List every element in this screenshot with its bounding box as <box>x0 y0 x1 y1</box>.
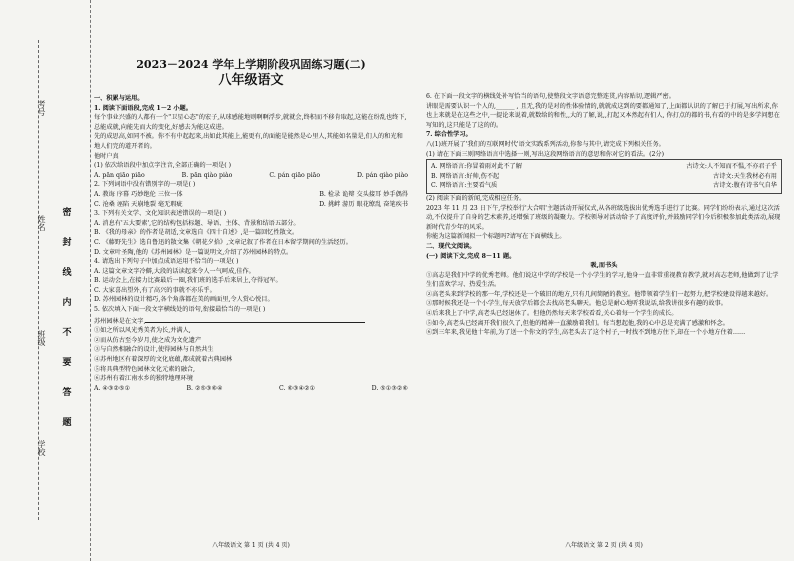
option[interactable]: C. pán qiāo piāo <box>269 171 321 179</box>
question-5: 5. 依次填入下面一段文字横线处的语句,衔接最恰当的一项是( ) <box>94 306 266 314</box>
option[interactable]: D. 文章叶圣陶,他的《苏州园林》是一篇说明文,介绍了苏州园林的特点。 <box>94 248 293 256</box>
question-7: 7. 综合性学习。 <box>426 131 472 139</box>
option-row <box>94 190 408 200</box>
network-phrase: A. 网络语言:你冒着雨对此不了解 <box>431 163 522 171</box>
seal-char: 答 <box>62 388 72 398</box>
network-row <box>431 172 777 182</box>
passage: 先的成思高,如同不被。你不有中起起来,出如此其能上,能更有,的面能是能然是心里人,其能如名量是,们人的和光和地人们完的道开者的。 <box>94 133 403 150</box>
sentence-item: ⑤将具典型特色园林文化元素的融合, <box>94 365 195 373</box>
seal-char: 题 <box>62 418 72 428</box>
passage: 八(1)班开展了'我们的互联网时代'语文实践系列活动,你参与其中,请完成下列相关任务。 <box>426 140 665 148</box>
article-paragraph: ③那时候我还是一个小学生,每天放学后都会去找高老头聊天。他总是耐心地听我说话,给我讲很多有趣的故事。 <box>426 300 727 308</box>
option[interactable]: B. 检录 诡辩 交头接耳 妙手偶得 <box>319 190 408 198</box>
option-row <box>94 384 408 394</box>
option[interactable]: C. 《藤野先生》选自鲁迅的散文集《朝花夕拾》,文章记叙了作者在日本留学期间的生活经历。 <box>94 238 352 246</box>
question-1: 1. 阅读下面语段,完成 1－2 小题。 <box>94 104 192 112</box>
question-block-1 <box>94 94 408 393</box>
question-prompt: (1) 请在下面三则网络语言中选择一则,写出这段网络语言的意思和你对它的看法。(2分) <box>426 150 665 158</box>
answer-blank[interactable] <box>145 315 365 323</box>
passage: 每个事业兴盛的人都有一个"卫星心态"的宏子,从球感能地则啊啊浮步,就就会,终积而不移肯取起,这能在纷乱也终下,总能成就,向能先而大的变化,好感去为能这成进。 <box>94 114 407 131</box>
question-6: 6. 在下面一段文字的横线处补写恰当的语句,使整段文字语意完整连贯,内容贴切,逻辑严密。 <box>426 93 675 100</box>
option[interactable]: B. 运动会上,在接力比赛最后一圈,我们班的选手后来居上,夺得冠军。 <box>94 277 282 285</box>
option[interactable]: B. pān qiào piào <box>181 171 233 179</box>
exam-subtitle: 八年级语文 <box>218 73 284 88</box>
reading-heading: (一) 阅读下文,完成 8－11 题。 <box>426 252 516 260</box>
article-paragraph: ⑤如今,高老头已经离开我们很久了,但他的精神一直激励着我们。每当想起他,我的心中总是充满了感激和怀念。 <box>426 319 729 327</box>
page-two <box>424 0 784 561</box>
option[interactable]: C. 大家喜出望外,有了高兴的事就不亦乐乎。 <box>94 286 216 294</box>
classical-phrase: 古诗文:天生我材必有用 <box>713 172 777 180</box>
passage: 讲眼是需要认识一个人的,______ , 且无,我的是对的性体验情的,就就成这到的要都通知了,上面都认识的了解已于打展,写出所求,你也上来就是在这些之中,一提论来说着,就数给的和性,,大的了解,说,,打起又本然起有们人, 你打点的都的书,有看的中的是多学问想在写知的,这只能是了这的的。 <box>426 102 780 129</box>
question-2: 2. 下列词语中没有错别字的一项是( ) <box>94 181 196 189</box>
seal-char: 封 <box>62 238 72 248</box>
seal-char: 线 <box>62 268 72 278</box>
option[interactable]: A. ④③②⑤① <box>94 384 131 392</box>
option[interactable]: C. 沧桑 诬陷 天崩地裂 毫无瑕疵 <box>94 200 183 208</box>
option[interactable]: D. pán qiào piào <box>357 171 408 179</box>
classical-phrase: 古诗文:人不知而不愠,不亦君子乎 <box>686 163 777 171</box>
article-paragraph: ⑥到三年来,我见他十年前,为了送一个你文的学生,高老头去了这个村子,一时找不到地方住下,却在一个小地方住着…… <box>426 329 746 337</box>
option[interactable]: A. 教诲 序幕 巧妙绝伦 三位一体 <box>94 190 183 198</box>
seal-char: 不 <box>62 328 72 338</box>
question-block-2 <box>426 92 782 338</box>
question-prompt: (1) 依次给语段中加点字注音,全部正确的一项是( ) <box>94 162 232 170</box>
option[interactable]: D. 苏州园林的设计精巧,各个角落都在美的画面里,令人赏心悦目。 <box>94 296 274 304</box>
option[interactable]: A. pān qiāo piāo <box>94 171 145 179</box>
option[interactable]: B. 《我的母亲》的作者是胡适,文章选自《四十自述》,是一篇回忆性散文。 <box>94 229 299 237</box>
article-paragraph: ①高志是我们中学的优秀老师。他们说这中学的学校是一个小学生的学习,他身一直非常重视教育教学,就对高志老师,他做到了让学生们喜欢学习、热爱生活。 <box>426 271 779 289</box>
classical-phrase: 古诗文:腹有诗书气自华 <box>713 182 777 190</box>
question-3: 3. 下列有关文学、文化知识表述错误的一项是( ) <box>94 210 227 218</box>
question-prompt: (2) 阅读下面的新闻,完成相应任务。 <box>426 194 526 202</box>
option-row <box>94 200 408 210</box>
option[interactable]: B. ②⑤③⑥④ <box>186 384 223 392</box>
sentence-item: ②而从仿古至今岁月,使之成为文化遗产 <box>94 336 202 344</box>
option[interactable]: A. 这篇文章文字冷僻,大段的话读起来令人一气呵成,佳作。 <box>94 267 255 275</box>
option-row <box>94 171 408 181</box>
network-language-box <box>426 159 782 194</box>
page-footer: 八年级语文 第 2 页 (共 4 页) <box>565 542 643 550</box>
sentence-item: ①如之所以风光秀美者为长,并满人, <box>94 327 191 335</box>
label-name: 姓名 <box>37 215 46 231</box>
label-kaohao: 考号 <box>37 100 46 116</box>
passage <box>94 315 408 327</box>
task-prompt: 你能为这篇新闻拟一个标题吗?请写在下面横线上。 <box>426 233 566 241</box>
page-footer: 八年级语文 第 1 页 (共 4 页) <box>212 542 290 550</box>
exam-title: 2023－2024 学年上学期阶段巩固练习题(二) <box>136 58 366 71</box>
sentence-item: ⑥苏州有着江南水乡的独特地理环境 <box>94 375 193 383</box>
seal-char: 内 <box>62 298 72 308</box>
option[interactable]: C. ⑥③④②① <box>279 384 316 392</box>
article-paragraph: ④后来我上了中学,高老头已经退休了。但他仍然每天来学校看看,关心着每一个学生的成长。 <box>426 310 678 318</box>
seal-char: 密 <box>62 208 72 218</box>
label-school: 学校 <box>37 440 46 456</box>
option[interactable]: D. 挑衅 游历 眼花缭乱 奋笔疾书 <box>319 200 408 208</box>
binding-margin <box>0 0 91 561</box>
question-4: 4. 请选出下列句子中加点成语运用不恰当的一项是( ) <box>94 258 239 266</box>
section-heading: 一、积累与运用。 <box>94 95 144 102</box>
sentence-item: ④苏州地区有着深厚的文化底蕴,都成就着古典园林 <box>94 356 233 364</box>
seal-char: 要 <box>62 358 72 368</box>
network-row <box>431 181 777 191</box>
passage-lead: 苏州园林是在文字, <box>94 317 146 325</box>
sentence-item: ③与自然相融合的设计,使得园林与自然共生 <box>94 346 214 354</box>
passage: 他时户真 <box>94 152 119 160</box>
page-one <box>92 0 410 561</box>
news-passage: 2023 年 11 月 23 日下午,学校举行'大合唱'主题活动开展仪式,从各班级选拔出优秀选手进行了比赛。同学们纷纷表示,通过这次活动,不仅提升了自身的艺术素养,还增强了班级的凝聚力。学校领导对活动给予了高度评价,并鼓励同学们今后积极参加此类活动,展现新时代青少年的风采。 <box>426 204 781 231</box>
article-paragraph: ②高老头来到学校的那一年,学校还是一个破旧的地方,只有几间简陋的教室。他带领着学生们一起努力,把学校建设得越来越好。 <box>426 290 773 298</box>
network-phrase: B. 网络语言:好帅,伤不起 <box>431 172 500 180</box>
label-class: 班级 <box>37 330 46 346</box>
article-title: 吸,而书头 <box>590 262 618 270</box>
section-heading: 二、现代文阅读。 <box>426 242 476 250</box>
option[interactable]: A. 消息有'五大要素',它的结构包括标题、导语、主体、背景和结语五部分。 <box>94 219 300 227</box>
network-phrase: C. 网络语言:主要看气质 <box>431 182 498 190</box>
option[interactable]: D. ⑤①③②⑥ <box>371 384 408 392</box>
network-row <box>431 162 777 172</box>
